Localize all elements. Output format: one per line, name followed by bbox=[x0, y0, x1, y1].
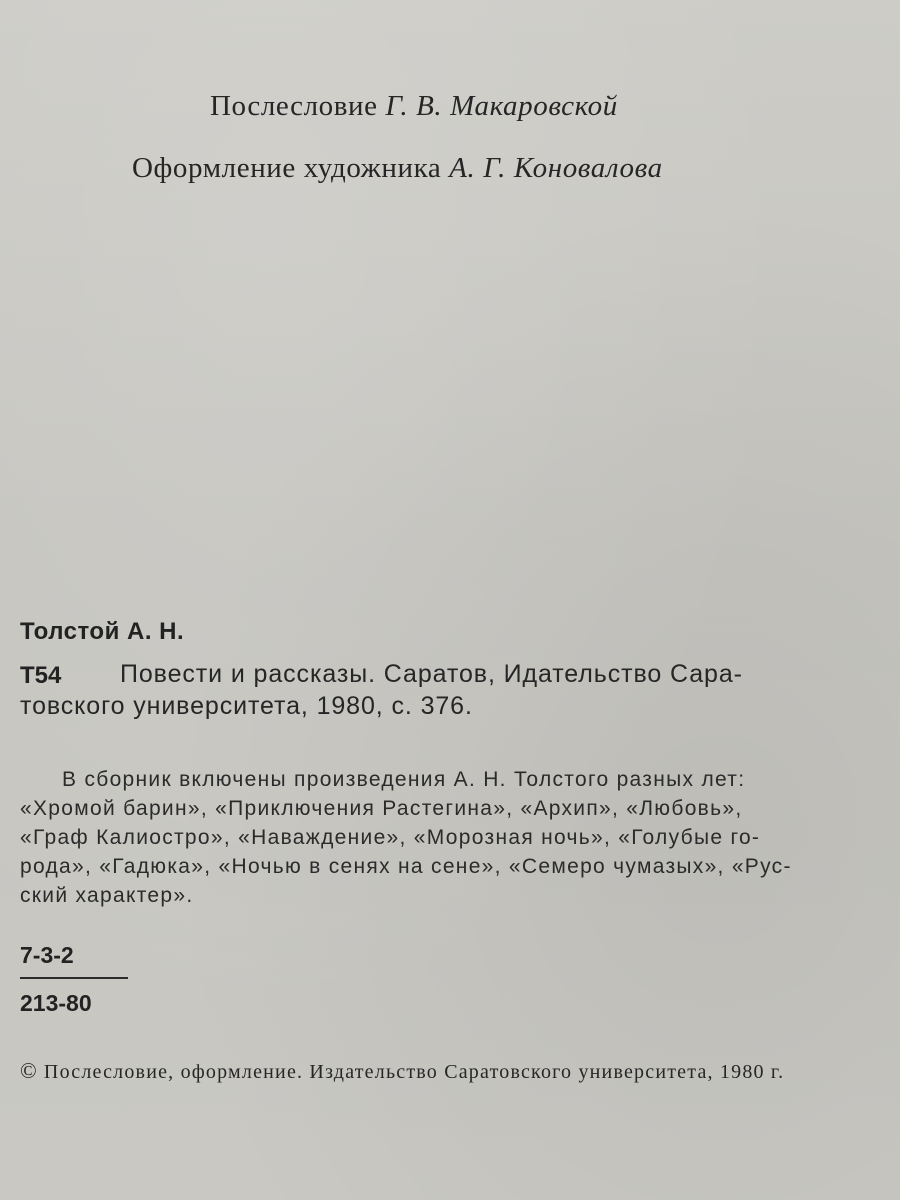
design-credit bbox=[132, 152, 663, 185]
designer-name: А. Г. Коновалова bbox=[449, 152, 663, 184]
index-numerator: 7-3-2 bbox=[20, 942, 74, 968]
annotation-line: «Хромой барин», «Приключения Растегина», «Архип», «Любовь», bbox=[20, 797, 743, 820]
copyright-notice bbox=[20, 1058, 784, 1084]
index-fraction-rule bbox=[20, 977, 128, 979]
annotation-line: «Граф Калиостро», «Наваждение», «Морозная ночь», «Голубые го- bbox=[20, 826, 761, 849]
bibliography-line: Повести и рассказы. Саратов, Идательство Сара- bbox=[120, 660, 743, 688]
afterword-label: Послесловие bbox=[210, 90, 378, 122]
afterword-author-name: Г. В. Макаровской bbox=[385, 90, 618, 122]
copyright-text: Послесловие, оформление. Издательство Саратовского университета, 1980 г. bbox=[43, 1061, 785, 1083]
copyright-icon: © bbox=[20, 1058, 38, 1083]
annotation-line: ский характер». bbox=[20, 884, 194, 907]
design-label: Оформление художника bbox=[132, 152, 442, 184]
afterword-credit bbox=[210, 90, 618, 123]
annotation-line: рода», «Гадюка», «Ночью в сенях на сене», «Семеро чумазых», «Рус- bbox=[20, 855, 792, 878]
index-denominator: 213-80 bbox=[20, 990, 92, 1016]
catalog-code: Т54 bbox=[20, 662, 62, 689]
bibliography-line: товского университета, 1980, с. 376. bbox=[20, 692, 473, 720]
catalog-author: Толстой А. Н. bbox=[20, 618, 185, 645]
annotation-line: В сборник включены произведения А. Н. Толстого разных лет: bbox=[62, 768, 746, 791]
